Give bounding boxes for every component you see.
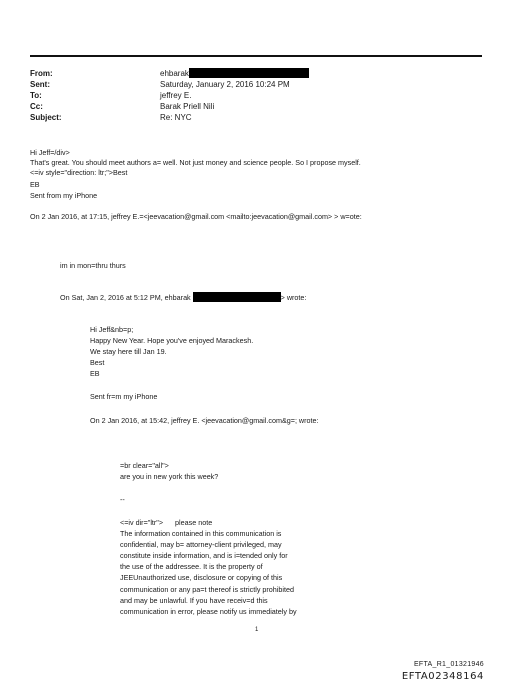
- footer-doc-id: EFTA02348164: [401, 671, 484, 682]
- to-label: To:: [30, 91, 42, 100]
- header-rule: [30, 55, 482, 57]
- body-line: Sent fr=m my iPhone: [90, 392, 158, 401]
- cc-label: Cc:: [30, 102, 43, 111]
- from-value: [160, 68, 309, 79]
- body-line: confidential, may b= attorney-client privileged, may: [120, 540, 282, 549]
- subject-value: Re: NYC: [160, 113, 192, 122]
- body-line: are you in new york this week?: [120, 472, 219, 481]
- from-name: ehbarak: [160, 69, 189, 78]
- subject-label: Subject:: [30, 113, 62, 122]
- sent-label: Sent:: [30, 80, 50, 89]
- cc-value: Barak Priell Nili: [160, 102, 215, 111]
- body-line: We stay here till Jan 19.: [90, 347, 167, 356]
- quoted-header: [60, 292, 306, 303]
- to-value: jeffrey E.: [160, 91, 192, 100]
- body-line: Sent from my iPhone: [30, 191, 98, 200]
- page-number: 1: [255, 627, 259, 633]
- redaction-bar: [189, 68, 309, 78]
- footer-doc-id-small: EFTA_R1_01321946: [413, 661, 484, 668]
- body-line: On 2 Jan 2016, at 17:15, jeffrey E.=<jeevacation@gmail.com <mailto:jeevacation@gmail.com> > w=ote:: [30, 212, 362, 221]
- quote-wrote: > wrote:: [280, 293, 307, 302]
- redaction-bar: [193, 292, 281, 302]
- body-line: <=iv style="direction: ltr;">Best: [30, 168, 128, 177]
- body-line: and may be unlawful. If you have receiv=d this: [120, 596, 268, 605]
- body-line: Hi Jeff=/div>: [30, 148, 70, 157]
- body-line: the use of the addressee. It is the property of: [120, 562, 263, 571]
- from-label: From:: [30, 69, 53, 78]
- body-line: Best: [90, 358, 105, 367]
- body-line: Happy New Year. Hope you've enjoyed Marackesh.: [90, 336, 254, 345]
- body-line: JEEUnauthorized use, disclosure or copying of this: [120, 573, 283, 582]
- body-line: The information contained in this communication is: [120, 529, 282, 538]
- quote-intro: On Sat, Jan 2, 2016 at 5:12 PM, ehbarak: [60, 293, 191, 302]
- body-line: On 2 Jan 2016, at 15:42, jeffrey E. <jeevacation@gmail.com&g=; wrote:: [90, 416, 319, 425]
- body-line: That's great. You should meet authors a= well. Not just money and science people. So I propose myself.: [30, 158, 361, 167]
- body-line: Hi Jeff&nb=p;: [90, 325, 134, 334]
- body-line: EB: [90, 369, 100, 378]
- body-line: --: [120, 495, 125, 504]
- body-line: communication in error, please notify us immediately by: [120, 607, 297, 616]
- body-line: <=iv dir="ltr"> please note: [120, 518, 213, 527]
- sent-value: Saturday, January 2, 2016 10:24 PM: [160, 80, 290, 89]
- body-line: communication or any pa=t thereof is strictly prohibited: [120, 585, 294, 594]
- body-line: =br clear="all">: [120, 461, 169, 470]
- body-line: EB: [30, 180, 40, 189]
- body-line: im in mon=thru thurs: [60, 261, 126, 270]
- body-line: constitute inside information, and is i=tended only for: [120, 551, 288, 560]
